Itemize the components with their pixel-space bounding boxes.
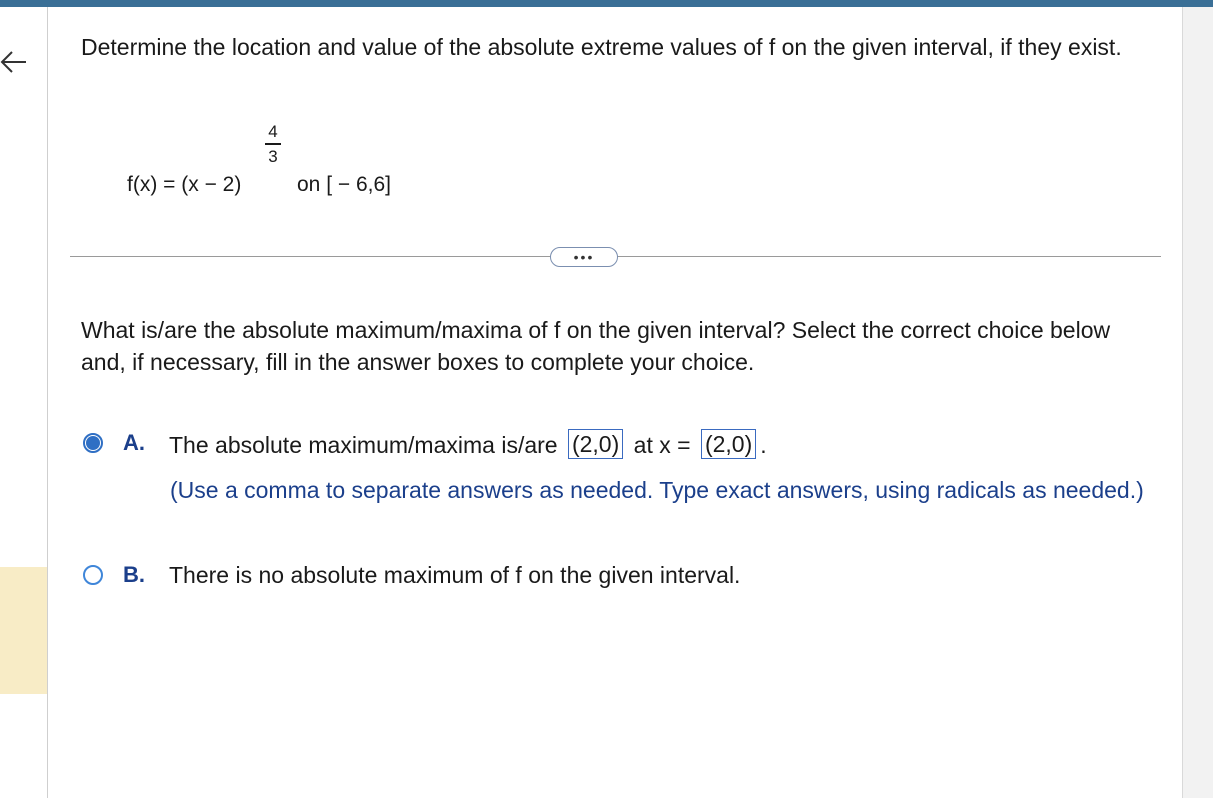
formula-base: f(x) = (x − 2) — [127, 173, 242, 196]
choice-b-text: There is no absolute maximum of f on the given interval. — [169, 562, 741, 588]
exponent-numerator: 4 — [268, 122, 278, 141]
formula-exponent — [263, 122, 283, 167]
choice-a-letter: A. — [123, 430, 145, 455]
right-scrollbar[interactable] — [1182, 7, 1213, 798]
choice-a-text-middle: at x = — [633, 432, 691, 458]
choice-a-hint: (Use a comma to separate answers as needed. Type exact answers, using radicals as needed.) — [170, 477, 1144, 503]
choice-a-text-before: The absolute maximum/maxima is/are — [169, 432, 558, 458]
choice-b-letter: B. — [123, 562, 145, 587]
answer-box-x-location[interactable]: (2,0) — [701, 429, 756, 459]
choice-a-text-after: . — [760, 432, 767, 458]
exponent-denominator: 3 — [268, 146, 278, 166]
left-rail-highlight — [0, 567, 47, 694]
choice-b[interactable] — [83, 562, 740, 588]
radio-choice-b[interactable] — [83, 565, 103, 585]
radio-choice-a[interactable] — [83, 433, 103, 453]
more-options-button[interactable]: ••• — [550, 247, 618, 267]
top-accent-bar — [0, 0, 1213, 7]
fraction-bar — [265, 143, 281, 145]
choice-a[interactable] — [83, 430, 767, 460]
answer-box-maximum-value[interactable]: (2,0) — [568, 429, 623, 459]
choice-a-text — [169, 430, 767, 460]
prompt-text: What is/are the absolute maximum/maxima of f on the given interval? Select the correct choice below and, if necessary, fill in the answer boxes to complete your choice. — [81, 317, 1111, 375]
back-arrow-icon[interactable] — [0, 48, 28, 76]
formula-interval: on [ − 6,6] — [297, 173, 391, 196]
question-text: Determine the location and value of the absolute extreme values of f on the given interval, if they exist. — [81, 34, 1122, 60]
